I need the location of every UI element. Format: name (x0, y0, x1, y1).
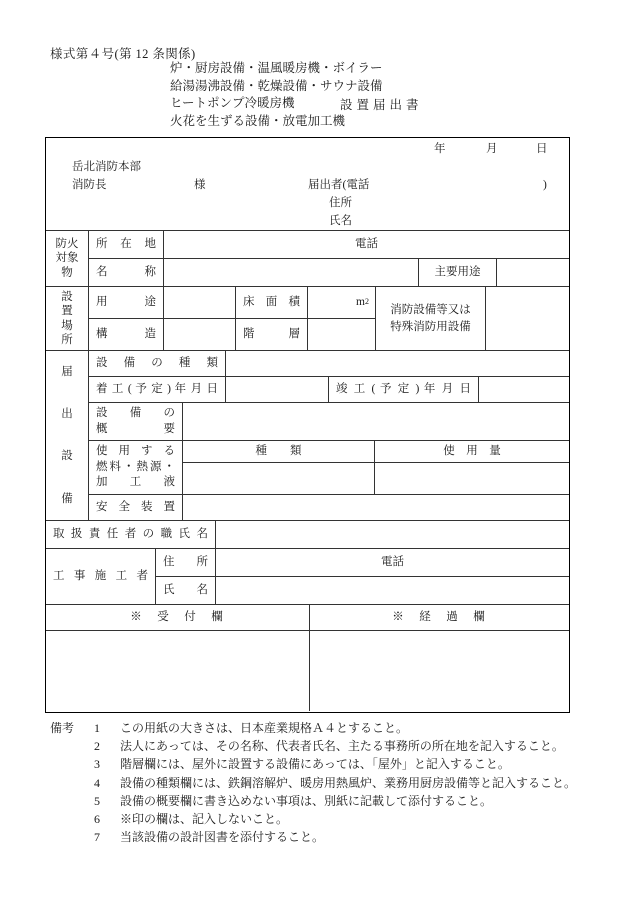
remark-text: 設備の種類欄には、鉄鋼溶解炉、暖房用熱風炉、業務用厨房設備等と記入すること。 (120, 775, 577, 790)
applicant-block (46, 138, 569, 231)
equipment-title-line-1 (170, 60, 570, 78)
equipment-type-value[interactable] (226, 351, 569, 377)
fire-target-group-label-3: 物 (61, 266, 73, 279)
safety-device-label: 安 全 装 置 (89, 495, 183, 521)
install-place-label-1: 設 (61, 290, 73, 303)
notify-label-1: 届 (61, 365, 73, 378)
remark-number: 2 (94, 739, 100, 754)
install-place-label-4: 所 (61, 333, 73, 346)
floor-layer-value[interactable] (308, 319, 376, 351)
equipment-title-text-2: 給湯湯沸設備・乾燥設備・サウナ設備 (170, 78, 383, 93)
main-use-label: 主要用途 (419, 259, 497, 287)
equipment-title-line-4 (170, 113, 570, 131)
applicant-phone-value[interactable] (376, 176, 541, 194)
location-phone-label: 電話 (355, 237, 378, 250)
form-number: 様式第４号(第 12 条関係) (50, 47, 196, 61)
equipment-title-text-4: 火花を生ずる設備・放電加工機 (170, 113, 346, 128)
equipment-title-line-2 (170, 78, 570, 96)
fuel-kind-value[interactable] (183, 463, 375, 495)
remark-item (50, 719, 610, 737)
addressee-organization: 岳北消防本部 (72, 161, 141, 173)
install-place-label-3: 場 (61, 319, 73, 332)
fire-equipment-label-line-2: 特殊消防用設備 (390, 320, 471, 333)
use-label: 用 途 (89, 287, 164, 319)
floor-area-value[interactable] (308, 287, 376, 319)
reception-column-label: ※ 受 付 欄 (46, 605, 310, 631)
equipment-title-text-1: 炉・厨房設備・温風暖房機・ボイラー (170, 61, 383, 75)
outline-label-line-1: 設 備 の (96, 406, 175, 419)
remarks-spacer (50, 828, 94, 846)
equipment-type-label: 設 備 の 種 類 (89, 351, 226, 377)
fire-target-group-label (46, 231, 89, 287)
area-unit: m (356, 295, 365, 308)
remark-item (50, 737, 610, 755)
notify-label-2: 出 (61, 408, 73, 421)
outline-label-line-2: 概 要 (96, 422, 175, 435)
remark-text: 階層欄には、屋外に設置する設備にあっては、「屋外」と記入すること。 (120, 757, 510, 772)
area-unit-exponent: 2 (365, 297, 369, 307)
fire-target-group-label-2: 対象 (55, 252, 79, 265)
install-place-group-label (46, 287, 89, 351)
remark-number: 5 (94, 793, 100, 808)
fuel-amount-header: 使 用 量 (375, 441, 569, 463)
use-value[interactable] (164, 287, 236, 319)
remark-item (50, 755, 610, 773)
remarks-spacer (50, 755, 94, 773)
month-label: 月 (486, 143, 498, 155)
fire-target-group-label-1: 防火 (55, 237, 79, 250)
main-use-value[interactable] (497, 259, 569, 287)
remark-item (50, 810, 610, 828)
floor-area-label: 床 面 積 (236, 287, 308, 319)
remark-text: 設備の概要欄に書き込めない事項は、別紙に記載して添付すること。 (120, 793, 493, 808)
equipment-outline-value[interactable] (183, 403, 569, 441)
fire-equipment-label (376, 287, 486, 351)
reception-column-value[interactable] (46, 631, 310, 711)
structure-label: 構 造 (89, 319, 164, 351)
safety-device-value[interactable] (183, 495, 569, 521)
main-form-table (45, 137, 570, 713)
contractor-address-label: 住 所 (156, 549, 216, 577)
contractor-label: 工 事 施 工 者 (46, 549, 156, 605)
finish-date-label: 竣 工 ( 予 定 ) 年 月 日 (329, 377, 479, 403)
equipment-outline-label (89, 403, 183, 441)
applicant-name-label: 氏名 (329, 215, 352, 227)
fuel-label-line-1: 使 用 す る (96, 445, 175, 458)
target-name-label: 名 称 (89, 259, 164, 287)
notify-label-3: 設 (61, 450, 73, 463)
applicant-address-label: 住所 (329, 197, 352, 209)
structure-value[interactable] (164, 319, 236, 351)
remark-text: この用紙の大きさは、日本産業規格Ａ４とすること。 (120, 721, 409, 735)
remark-number: 4 (94, 775, 100, 790)
fuel-kind-header: 種 類 (183, 441, 375, 463)
addressee-title: 消防長 (72, 179, 107, 191)
responsible-person-value[interactable] (216, 521, 569, 549)
remark-item (50, 828, 610, 846)
start-date-label: 着 工 ( 予 定 ) 年 月 日 (89, 377, 226, 403)
contractor-name-label: 氏 名 (156, 577, 216, 605)
fuel-label-line-3: 加 工 液 (96, 476, 175, 489)
document-title: 設置届出書 (340, 98, 423, 112)
fuel-label-line-2: 燃料・熱源・ (96, 460, 175, 473)
remark-number: 6 (94, 812, 100, 827)
floor-layer-label: 階 層 (236, 319, 308, 351)
start-date-value[interactable] (226, 377, 329, 403)
contractor-address-cell[interactable] (216, 549, 569, 577)
applicant-label: 届出者(電話 (308, 179, 370, 191)
install-place-label-2: 置 (61, 305, 73, 318)
remarks-spacer (50, 774, 94, 792)
remarks-spacer (50, 737, 94, 755)
progress-column-value[interactable] (310, 631, 569, 711)
equipment-title-text-3: ヒートポンプ冷暖房機 (170, 96, 295, 110)
fuel-amount-value[interactable] (375, 463, 569, 495)
year-label: 年 (434, 143, 446, 155)
fire-equipment-value[interactable] (486, 287, 569, 351)
applicant-paren-close: ) (543, 179, 547, 191)
remarks-block (50, 719, 610, 846)
location-label: 所 在 地 (89, 231, 164, 259)
remark-number: 7 (94, 830, 100, 845)
remark-text: 当該設備の設計図書を添付すること。 (120, 830, 325, 845)
remarks-spacer (50, 810, 94, 828)
remark-text: 法人にあっては、その名称、代表者氏名、主たる事務所の所在地を記入すること。 (120, 739, 564, 754)
fire-equipment-label-line-1: 消防設備等又は (390, 303, 471, 316)
contractor-phone-label: 電話 (381, 555, 404, 568)
contractor-name-value[interactable] (216, 577, 569, 605)
target-name-value[interactable] (164, 259, 419, 287)
honorific-sama: 様 (194, 179, 206, 191)
location-phone-cell (164, 231, 569, 259)
responsible-person-label: 取 扱 責 任 者 の 職 氏 名 (46, 521, 216, 549)
remark-text: ※印の欄は、記入しないこと。 (120, 812, 289, 827)
remark-number: 1 (94, 721, 100, 735)
progress-column-label: ※ 経 過 欄 (310, 605, 569, 631)
remark-item (50, 774, 610, 792)
fuel-source-label (89, 441, 183, 495)
finish-date-value[interactable] (479, 377, 569, 403)
remarks-spacer (50, 792, 94, 810)
day-label: 日 (536, 143, 548, 155)
remarks-heading: 備考 (50, 721, 75, 735)
remark-item (50, 792, 610, 810)
remark-number: 3 (94, 757, 100, 772)
notify-label-4: 備 (61, 492, 73, 505)
notify-equipment-group-label (46, 351, 89, 521)
